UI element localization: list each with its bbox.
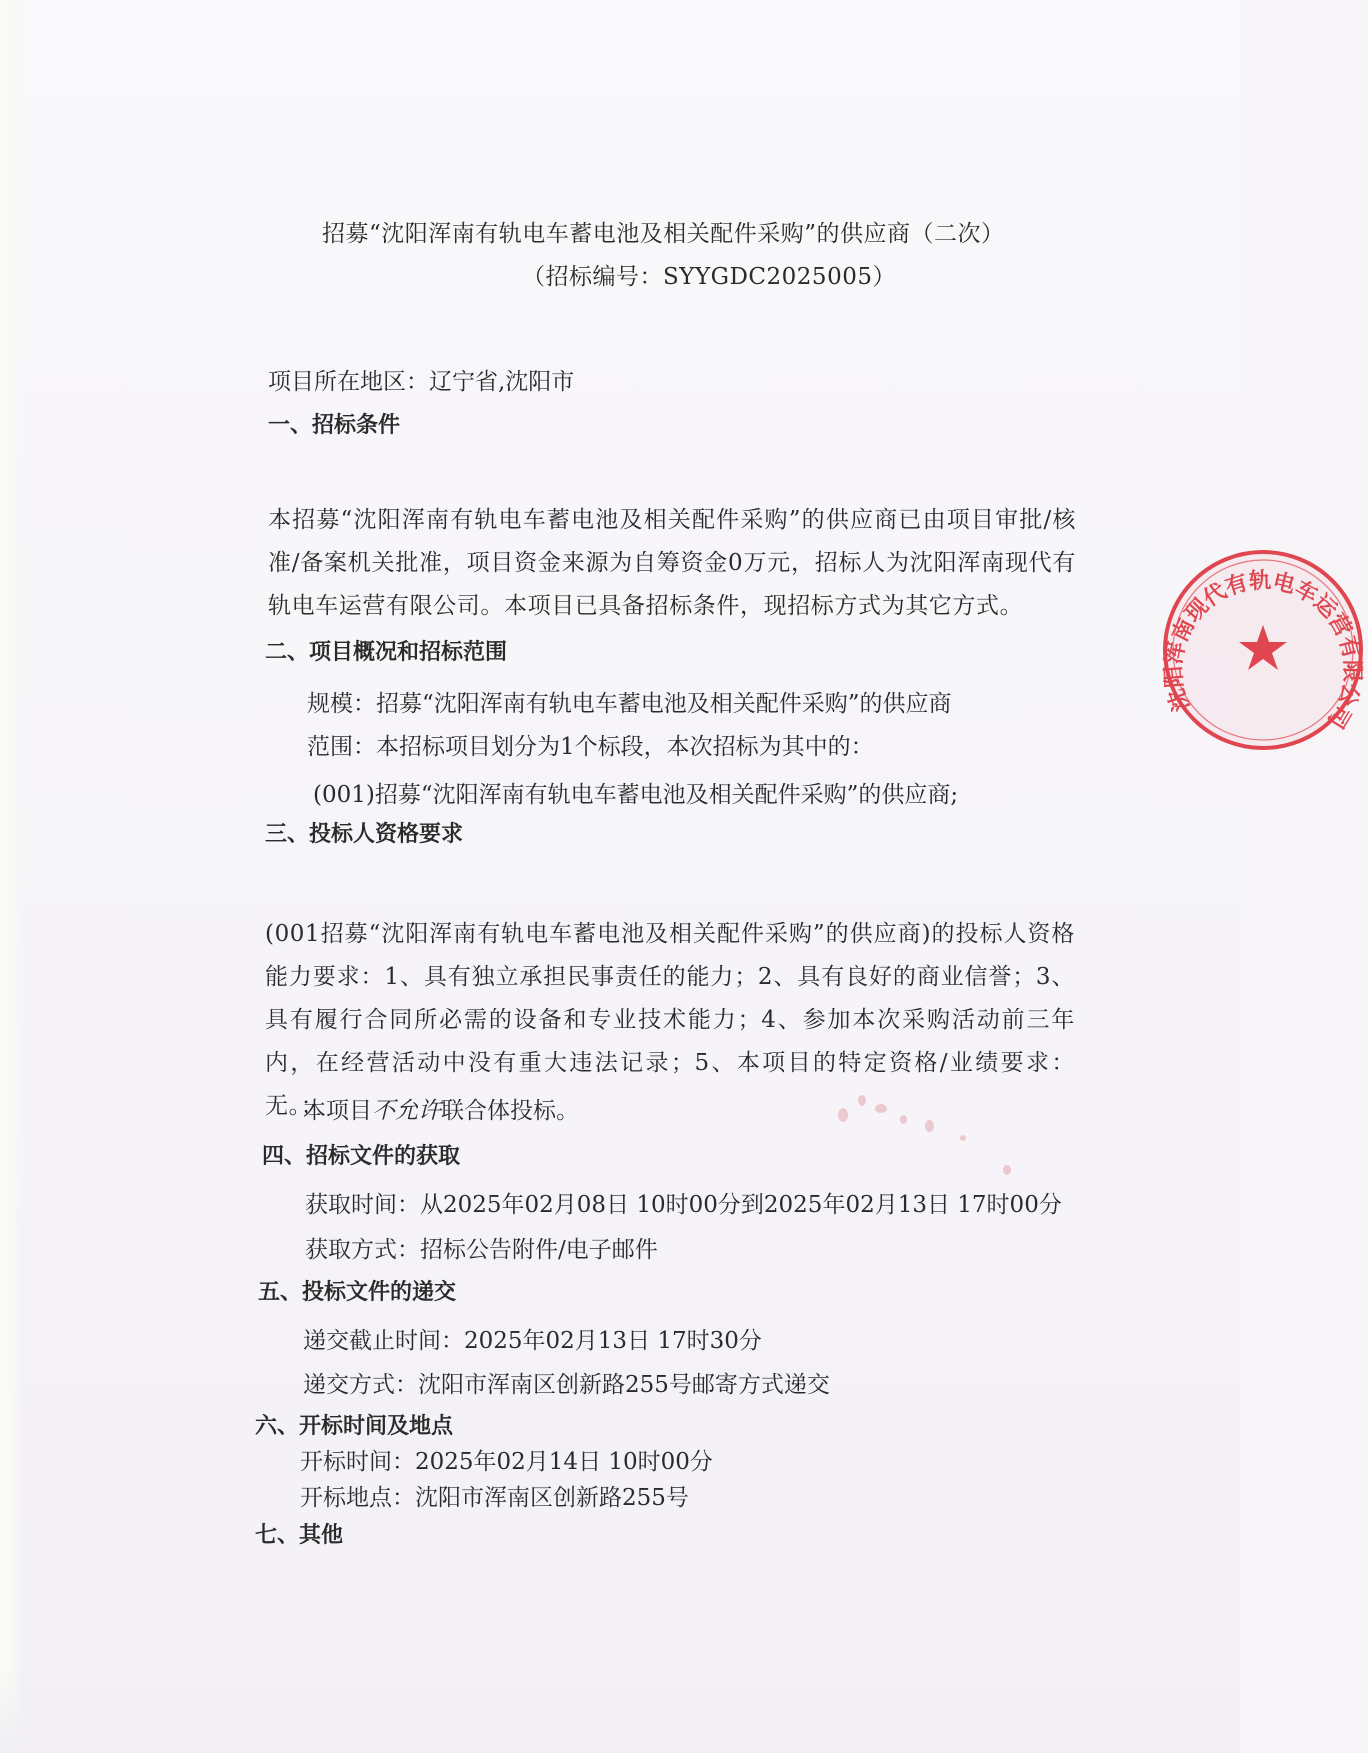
- section-2-heading: 二、项目概况和招标范围: [265, 640, 508, 665]
- consortium-note-pre: 本项目: [303, 1098, 372, 1124]
- stamp-smudge: [925, 1120, 934, 1132]
- section-5-heading: 五、投标文件的递交: [258, 1280, 457, 1305]
- tender-number: （招标编号：SYYGDC2025005）: [522, 264, 896, 290]
- consortium-note: [303, 1096, 579, 1126]
- company-seal-icon: [1158, 545, 1368, 755]
- consortium-note-post: 联合体投标。: [441, 1098, 579, 1124]
- stamp-smudge: [838, 1108, 848, 1122]
- section-1-text: 本招募“沈阳浑南有轨电车蓄电池及相关配件采购”的供应商已由项目审批/核准/备案机关批准，项目资金来源为自筹资金0万元，招标人为沈阳浑南现代有轨电车运营有限公司。本项目已具备招标条件，现招标方式为其它方式。: [268, 507, 1076, 619]
- section-2-lot: (001)招募“沈阳浑南有轨电车蓄电池及相关配件采购”的供应商;: [313, 782, 959, 808]
- section-4-heading: 四、招标文件的获取: [262, 1144, 461, 1169]
- section-3-text: (001招募“沈阳浑南有轨电车蓄电池及相关配件采购”的供应商)的投标人资格能力要求：1、具有独立承担民事责任的能力；2、具有良好的商业信誉；3、具有履行合同所必需的设备和专业技术能力；4、参加本次采购活动前三年内，在经营活动中没有重大违法记录；5、本项目的特定资格/业绩要求：无。；: [265, 921, 1075, 1119]
- section-5-method: 递交方式：沈阳市浑南区创新路255号邮寄方式递交: [303, 1372, 830, 1398]
- section-4-time: 获取时间：从2025年02月08日 10时00分到2025年02月13日 17时00分: [305, 1192, 1062, 1218]
- section-6-time: 开标时间：2025年02月14日 10时00分: [300, 1449, 713, 1475]
- seal-text: 沈阳浑南现代有轨电车运营有限公司: [1161, 568, 1365, 733]
- section-4-method: 获取方式：招标公告附件/电子邮件: [305, 1237, 658, 1263]
- document-title: 招募“沈阳浑南有轨电车蓄电池及相关配件采购”的供应商（二次）: [322, 221, 1005, 247]
- stamp-smudge: [960, 1135, 966, 1141]
- section-5-deadline: 递交截止时间：2025年02月13日 17时30分: [303, 1328, 762, 1354]
- scan-shadow: [0, 1660, 1240, 1753]
- stamp-smudge: [875, 1104, 887, 1113]
- section-2-scale: 规模：招募“沈阳浑南有轨电车蓄电池及相关配件采购”的供应商: [307, 691, 952, 717]
- section-2-range: 范围：本招标项目划分为1个标段，本次招标为其中的：: [307, 734, 874, 760]
- section-3-heading: 三、投标人资格要求: [265, 822, 464, 847]
- section-1-heading: 一、招标条件: [268, 413, 401, 438]
- stamp-smudge: [858, 1095, 866, 1106]
- consortium-note-not-allowed: 不允许: [372, 1098, 441, 1124]
- project-region: 项目所在地区：辽宁省,沈阳市: [268, 369, 575, 395]
- scan-edge: [0, 0, 22, 1753]
- section-7-heading: 七、其他: [255, 1523, 344, 1548]
- section-6-place: 开标地点：沈阳市浑南区创新路255号: [300, 1485, 689, 1511]
- section-6-heading: 六、开标时间及地点: [255, 1414, 454, 1439]
- stamp-smudge: [900, 1115, 907, 1124]
- stamp-smudge: [1003, 1165, 1011, 1175]
